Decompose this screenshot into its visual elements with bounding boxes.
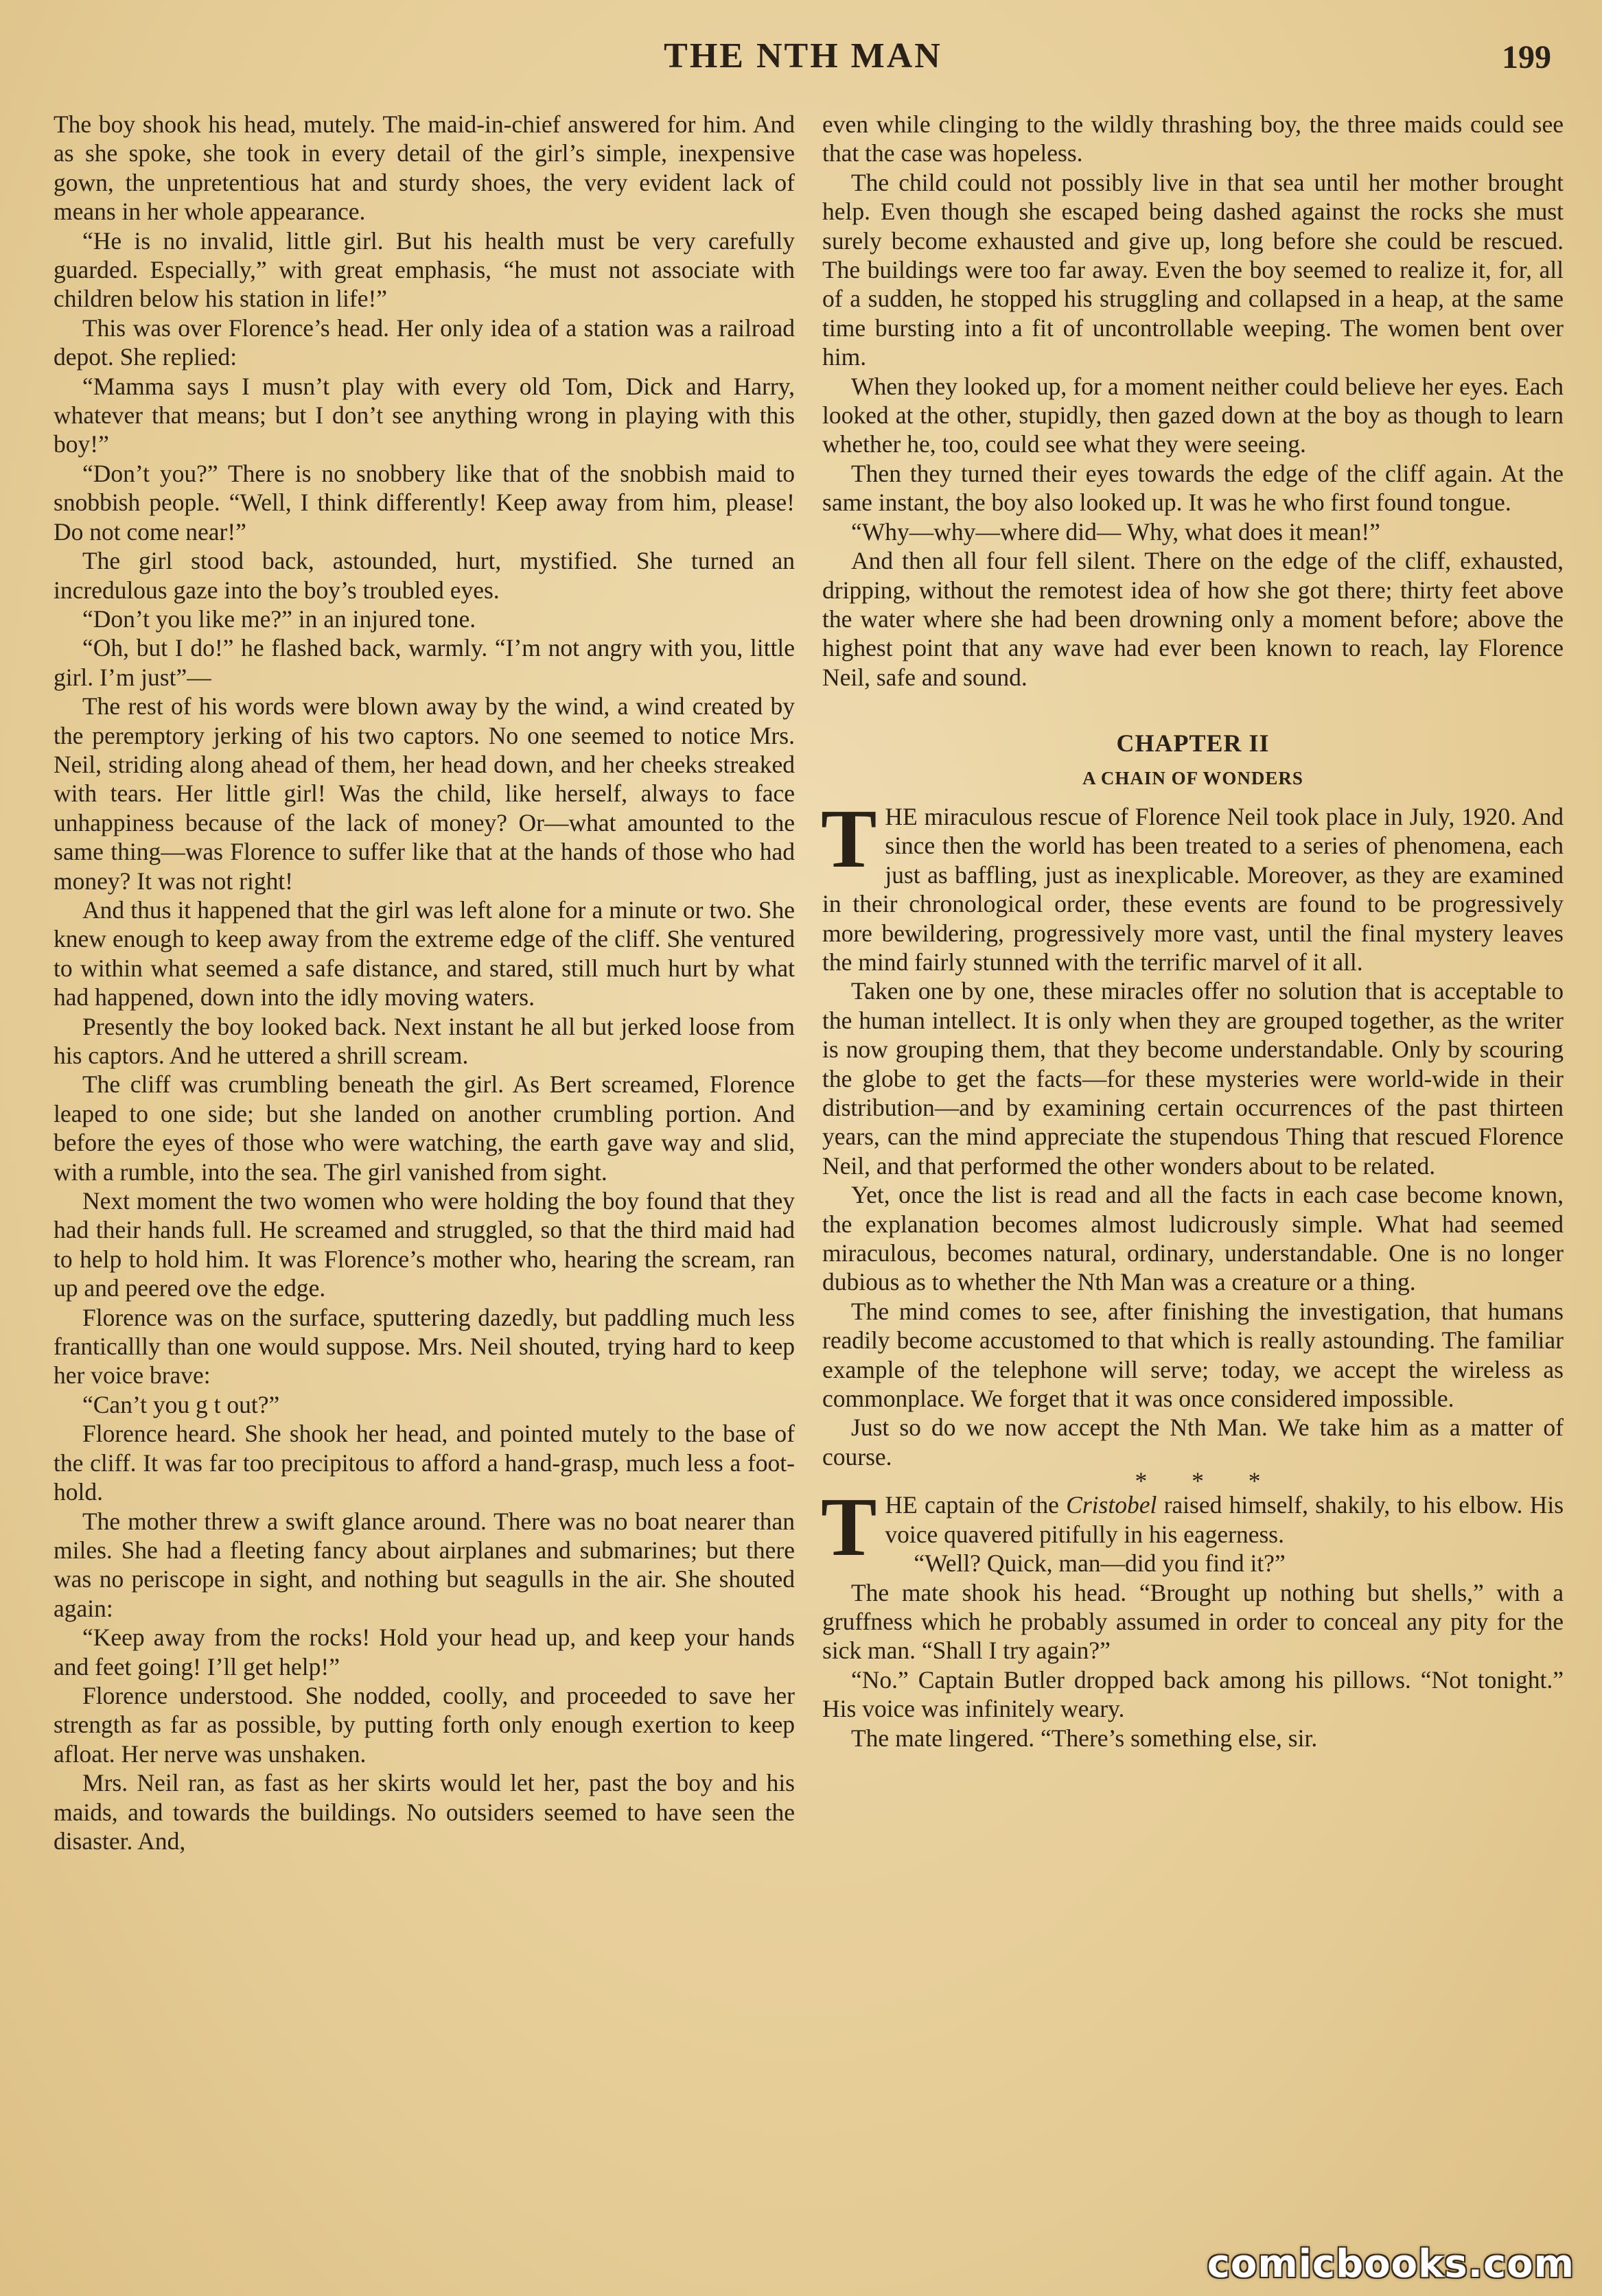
paragraph: Yet, once the list is read and all the facts in each case become known, the explanation becomes almost ludicrously simple. What had seemed miraculous, becomes natural, ordinary, understandable. One is no longer dubious as to whether the Nth Man was a creature or a thing.: [822, 1181, 1564, 1296]
paragraph: And then all four fell silent. There on the edge of the cliff, exhausted, dripping, without the remotest idea of how she got there; thirty feet above the water where she had been drowning only a moment before; above the highest point that any wave had ever been known to reach, lay Florence Neil, safe and sound.: [822, 547, 1564, 691]
paragraph: “Keep away from the rocks! Hold your head up, and keep your hands and feet going! I’ll get help!”: [54, 1624, 795, 1680]
paragraph: This was over Florence’s head. Her only idea of a station was a railroad depot. She replied:: [54, 314, 795, 371]
paragraph: “No.” Captain Butler dropped back among his pillows. “Not tonight.” His voice was infinitely weary.: [822, 1665, 1564, 1723]
paragraph: Florence heard. She shook her head, and pointed mutely to the base of the cliff. It was far too precipitous to afford a hand-grasp, much less a foot-hold.: [54, 1420, 795, 1506]
paragraph: The cliff was crumbling beneath the girl. As Bert screamed, Florence leaped to one side; but she landed on another crumbling portion. And before the eyes of those who were watching, the earth gave way and slid, with a rumble, into the sea. The girl vanished from sight.: [54, 1070, 795, 1186]
paragraph: “Oh, but I do!” he flashed back, warmly. “I’m not angry with you, little girl. I’m just”—: [54, 634, 795, 691]
paragraph: Florence understood. She nodded, coolly, and proceeded to save her strength as far as possible, by putting forth only enough exertion to keep afloat. Her nerve was unshaken.: [54, 1681, 795, 1768]
paragraph: The mate lingered. “There’s something else, sir.: [851, 1724, 1318, 1752]
paragraph: Presently the boy looked back. Next instant he all but jerked loose from his captors. And he uttered a shrill scream.: [54, 1012, 795, 1069]
left-column: [54, 110, 795, 1855]
section-separator: * * *: [1135, 1467, 1280, 1495]
paragraph: Just so do we now accept the Nth Man. We take him as a matter of course.: [822, 1414, 1564, 1471]
paragraph: Then they turned their eyes towards the edge of the cliff again. At the same instant, the boy also looked up. It was he who first found tongue.: [822, 459, 1564, 517]
chapter-subtitle: A CHAIN OF WONDERS: [1082, 767, 1303, 788]
site-watermark: comicbooks.com: [1207, 2242, 1575, 2286]
paragraph: The child could not possibly live in that sea until her mother brought help. Even though she escaped being dashed against the rocks she must surely become exhausted and give up, long before she could be rescued. The buildings were too far away. Even the boy seemed to realize it, for, all of a sudden, he stopped his struggling and collapsed in a heap, at the same time bursting into a fit of uncontrollable weeping. The women bent over him.: [822, 168, 1564, 371]
paragraph: “Mamma says I musn’t play with every old Tom, Dick and Harry, whatever that means; but I don’t see anything wrong in playing with this boy!”: [54, 372, 795, 458]
paragraph: The mate shook his head. “Brought up nothing but shells,” with a gruffness which he probably assumed in order to conceal any pity for the sick man. “Shall I try again?”: [822, 1578, 1564, 1665]
paragraph: Taken one by one, these miracles offer no solution that is acceptable to the human intellect. It is only when they are grouped together, as the writer is now grouping them, that they become understandable. Only by scouring the globe to get the facts—for these mysteries were world-wide in their distribution—and by examining certain occurrences of the past thirteen years, can the mind appreciate the stupendous Thing that rescued Florence Neil, and that performed the other wonders about to be related.: [822, 977, 1564, 1180]
paragraph-text: HE miraculous rescue of Florence Neil took place in July, 1920. And since then the world has been treated to a series of phenomena, each just as baffling, just as inexplicable. Moreover, as they are examined in their chronological order, these events are found to be progressively more bewildering, progressively more vast, until the final mystery leaves the mind fairly stunned with the terrific marvel of it all.: [822, 802, 1564, 976]
paragraph: Mrs. Neil ran, as fast as her skirts would let her, past the boy and his maids, and towards the buildings. No outsiders seemed to have seen the disaster. And,: [54, 1769, 795, 1855]
right-column: [822, 110, 1564, 1753]
paragraph-text: HE captain of the: [885, 1491, 1067, 1519]
page-header: [55, 27, 1551, 96]
paragraph: And thus it happened that the girl was left alone for a minute or two. She knew enough to keep away from the extreme edge of the cliff. She ventured to within what seemed a safe distance, and stared, still much hurt by what had happened, down into the idly moving waters.: [54, 895, 795, 1011]
paragraph-text: raised himself, shakily, to his elbow. His voice quavered pitifully in his eagerness.: [885, 1491, 1564, 1548]
paragraph: The girl stood back, astounded, hurt, mystified. She turned an incredulous gaze into the boy’s troubled eyes.: [54, 547, 795, 604]
paragraph: When they looked up, for a moment neither could believe her eyes. Each looked at the other, stupidly, then gazed down at the boy as though to learn whether he, too, could see what they were seeing.: [822, 372, 1564, 458]
paragraph: “Don’t you?” There is no snobbery like that of the snobbish maid to snobbish people. “Well, I think differently! Keep away from him, please! Do not come near!”: [54, 459, 795, 546]
paragraph: “Well? Quick, man—did you find it?”: [914, 1549, 1286, 1578]
paragraph: even while clinging to the wildly thrashing boy, the three maids could see that the case was hopeless.: [822, 110, 1564, 167]
ship-name: Cristobel: [1066, 1491, 1157, 1519]
paragraph: “Don’t you like me?” in an injured tone.: [82, 605, 476, 633]
drop-cap: T: [821, 1481, 877, 1574]
paragraph: Florence was on the surface, sputtering dazedly, but paddling much less franticallly than one would suppose. Mrs. Neil shouted, trying hard to keep her voice brave:: [54, 1303, 795, 1390]
paragraph: The mother threw a swift glance around. There was no boat nearer than miles. She had a fleeting fancy about airplanes and submarines; but there was no periscope in sight, and nothing but seagulls in the air. She shouted again:: [54, 1507, 795, 1622]
paragraph: The boy shook his head, mutely. The maid-in-chief answered for him. And as she spoke, she took in every detail of the girl’s simple, inexpensive gown, the unpretentious hat and sturdy shoes, the very evident lack of means in her whole appearance.: [54, 110, 795, 226]
chapter-opening-paragraph: [821, 792, 1564, 976]
paragraph: The mind comes to see, after finishing the investigation, that humans readily become accustomed to that which is really astounding. The familiar example of the telephone will serve; today, we accept the wireless as commonplace. We forget that it was once considered impossible.: [822, 1297, 1564, 1413]
paragraph: Next moment the two women who were holding the boy found that they had their hands full. He screamed and struggled, so that the third maid had to help to hold him. It was Florence’s mother who, hearing the scream, ran up and peered ove the edge.: [54, 1187, 795, 1302]
paragraph: “Can’t you g t out?”: [82, 1390, 280, 1418]
running-title: THE NTH MAN: [664, 36, 942, 75]
paragraph: The rest of his words were blown away by the wind, a wind created by the peremptory jerking of his two captors. No one seemed to notice Mrs. Neil, striding along ahead of them, her head down, and her cheeks streaked with tears. Her little girl! Was the child, like herself, always to face unhappiness because of the lack of money? Or—what amounted to the same thing—was Florence to suffer like that at the hands of those who had money? It was not right!: [54, 692, 795, 895]
chapter-heading: CHAPTER II: [1116, 729, 1270, 758]
paragraph: “He is no invalid, little girl. But his health must be very carefully guarded. Especially,” with great emphasis, “he must not associate with children below his station in life!”: [54, 226, 795, 313]
drop-cap: T: [821, 792, 877, 885]
page-number: 199: [1502, 39, 1551, 75]
paragraph: “Why—why—where did— Why, what does it mean!”: [851, 517, 1380, 546]
